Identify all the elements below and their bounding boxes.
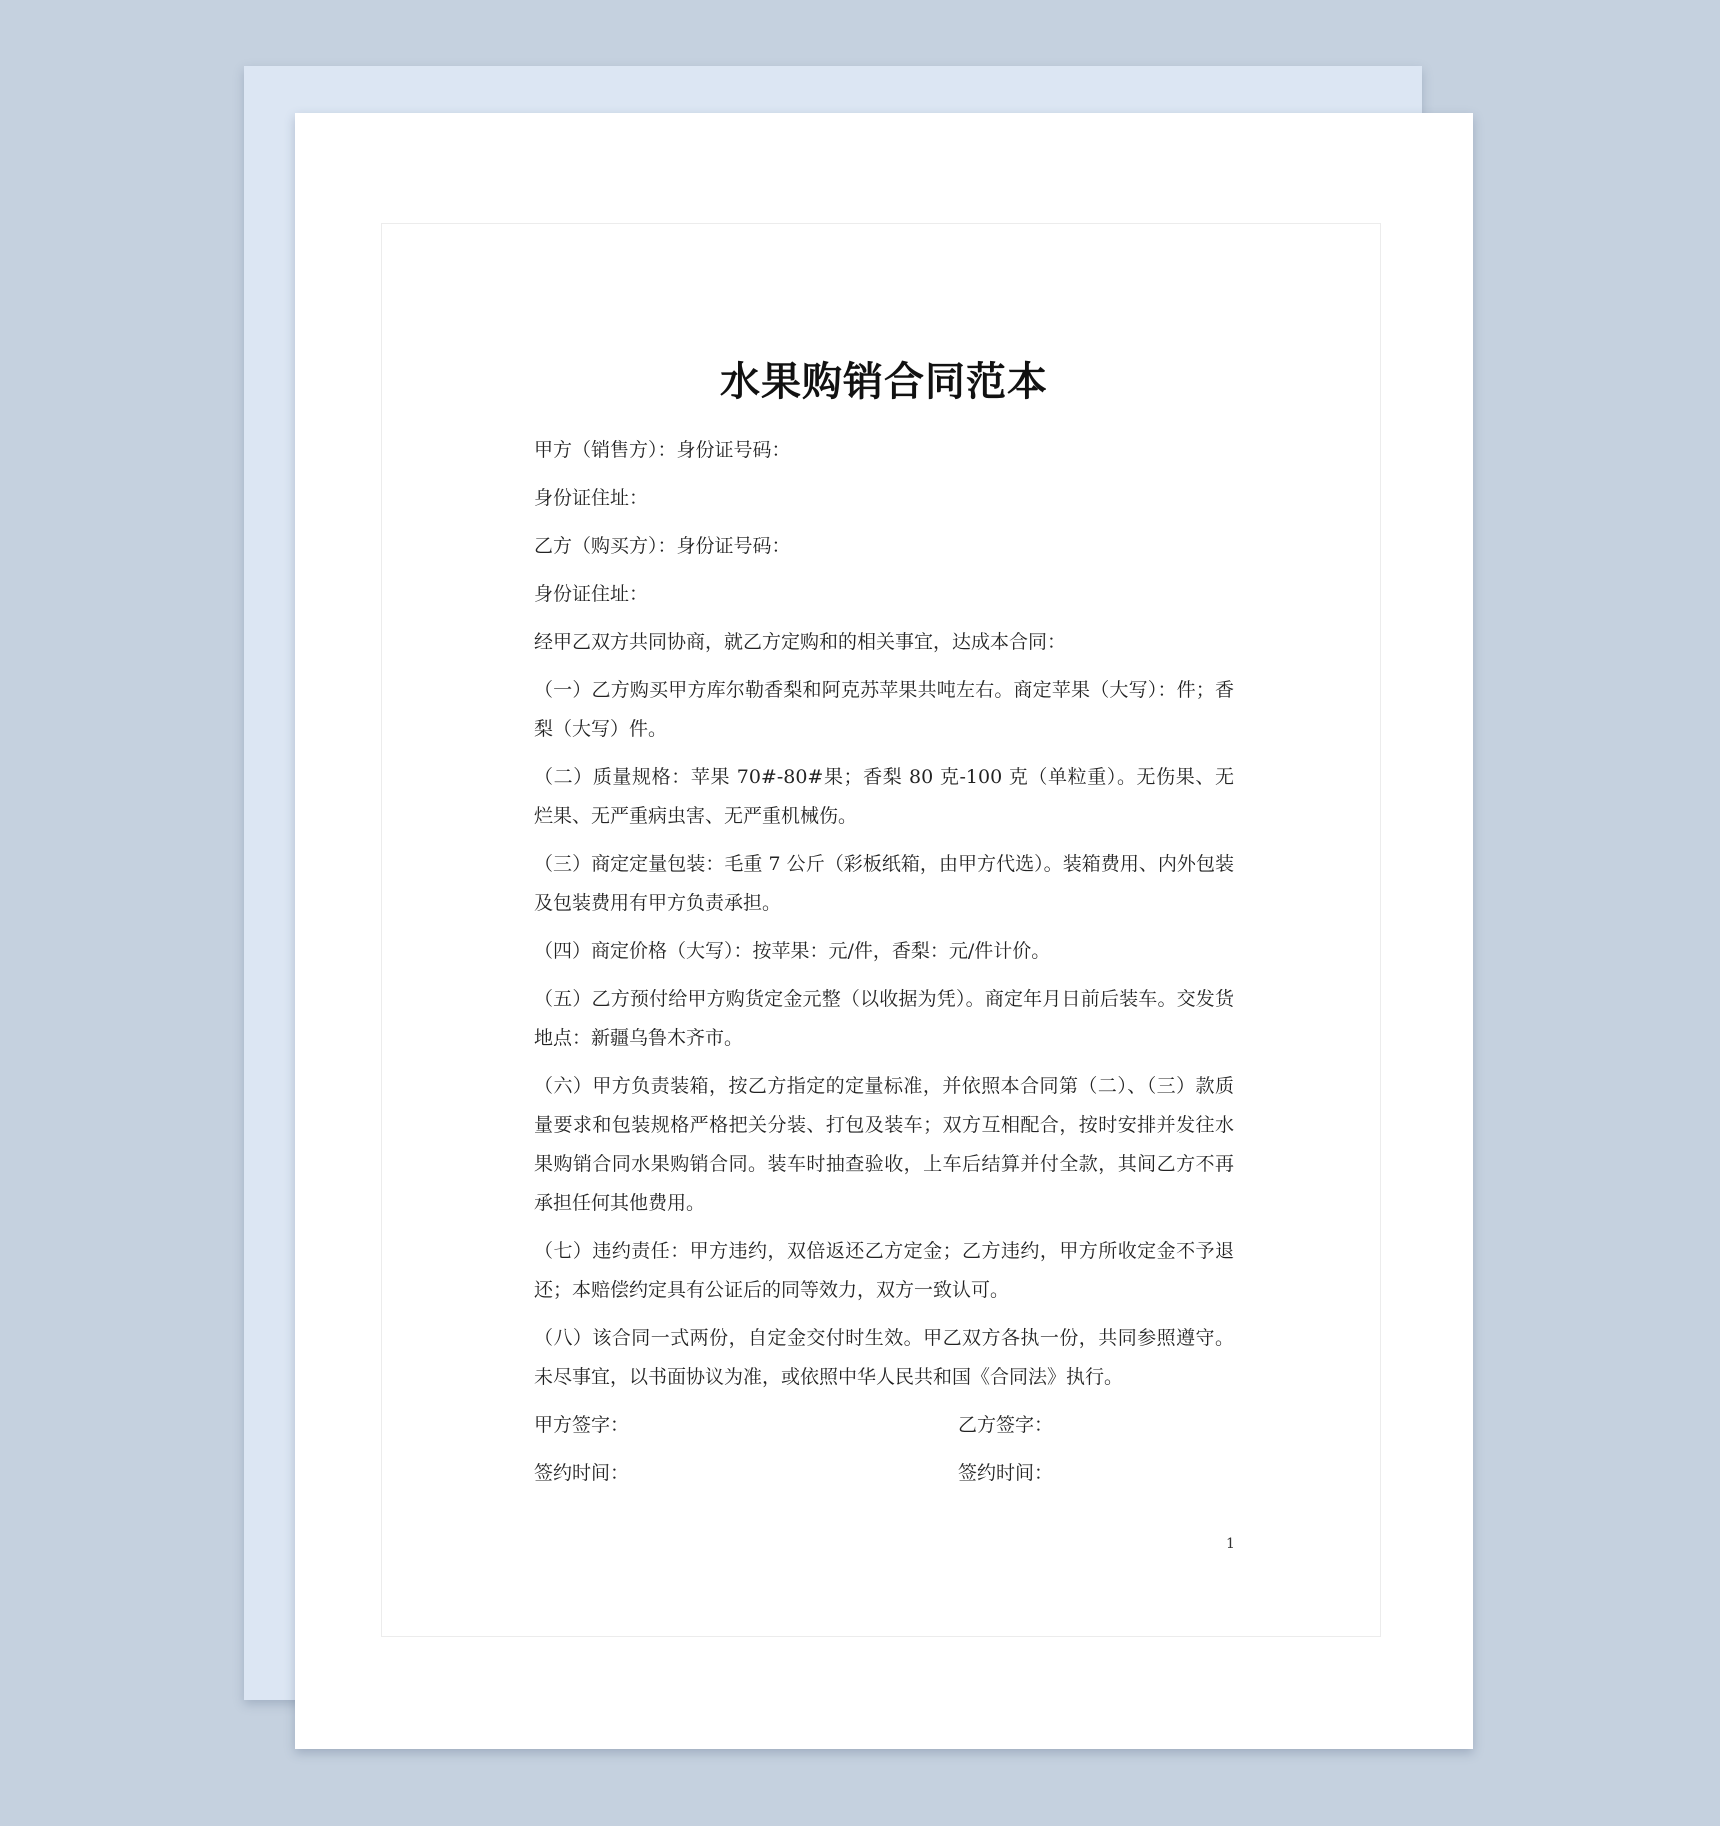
document-body [534,431,1234,1502]
clause-5: （五）乙方预付给甲方购货定金元整（以收据为凭）。商定年月日前后装车。交发货地点：新疆乌鲁木齐市。 [534,988,1234,1049]
clause-1: （一）乙方购买甲方库尔勒香梨和阿克苏苹果共吨左右。商定苹果（大写）：件；香梨（大写）件。 [534,679,1234,740]
signature-row [534,1406,1234,1445]
sign-date-row [534,1454,1234,1493]
party-a-signature: 甲方签字： [534,1414,630,1436]
party-b-sign-date: 签约时间： [958,1462,1054,1484]
clause-8: （八）该合同一式两份，自定金交付时生效。甲乙双方各执一份，共同参照遵守。未尽事宜，以书面协议为准，或依照中华人民共和国《合同法》执行。 [534,1327,1234,1388]
clause-3: （三）商定定量包装：毛重 7 公斤（彩板纸箱，由甲方代选）。装箱费用、内外包装及包装费用有甲方负责承担。 [534,853,1234,914]
document-title: 水果购销合同范本 [720,359,1048,405]
clause-6: （六）甲方负责装箱，按乙方指定的定量标准，并依照本合同第（二）、（三）款质量要求和包装规格严格把关分装、打包及装车；双方互相配合，按时安排并发往水果购销合同水果购销合同。装车时抽查验收，上车后结算并付全款，其间乙方不再承担任何其他费用。 [534,1075,1234,1214]
clause-4: （四）商定价格（大写）：按苹果：元/件，香梨：元/件计价。 [534,940,1051,962]
party-b-signature: 乙方签字： [958,1414,1054,1436]
party-b-line: 乙方（购买方）：身份证号码： [534,535,791,557]
document-page [295,113,1473,1749]
clause-7: （七）违约责任：甲方违约，双倍返还乙方定金；乙方违约，甲方所收定金不予退还；本赔偿约定具有公证后的同等效力，双方一致认可。 [534,1240,1234,1301]
party-a-sign-date: 签约时间： [534,1462,630,1484]
preamble: 经甲乙双方共同协商，就乙方定购和的相关事宜，达成本合同： [534,631,1067,653]
party-a-address: 身份证住址： [534,487,649,509]
party-b-address: 身份证住址： [534,583,649,605]
clause-2: （二）质量规格：苹果 70#-80#果；香梨 80 克-100 克（单粒重）。无伤果、无烂果、无严重病虫害、无严重机械伤。 [534,766,1234,827]
party-a-line: 甲方（销售方）：身份证号码： [534,439,791,461]
page-number: 1 [1226,1536,1235,1552]
